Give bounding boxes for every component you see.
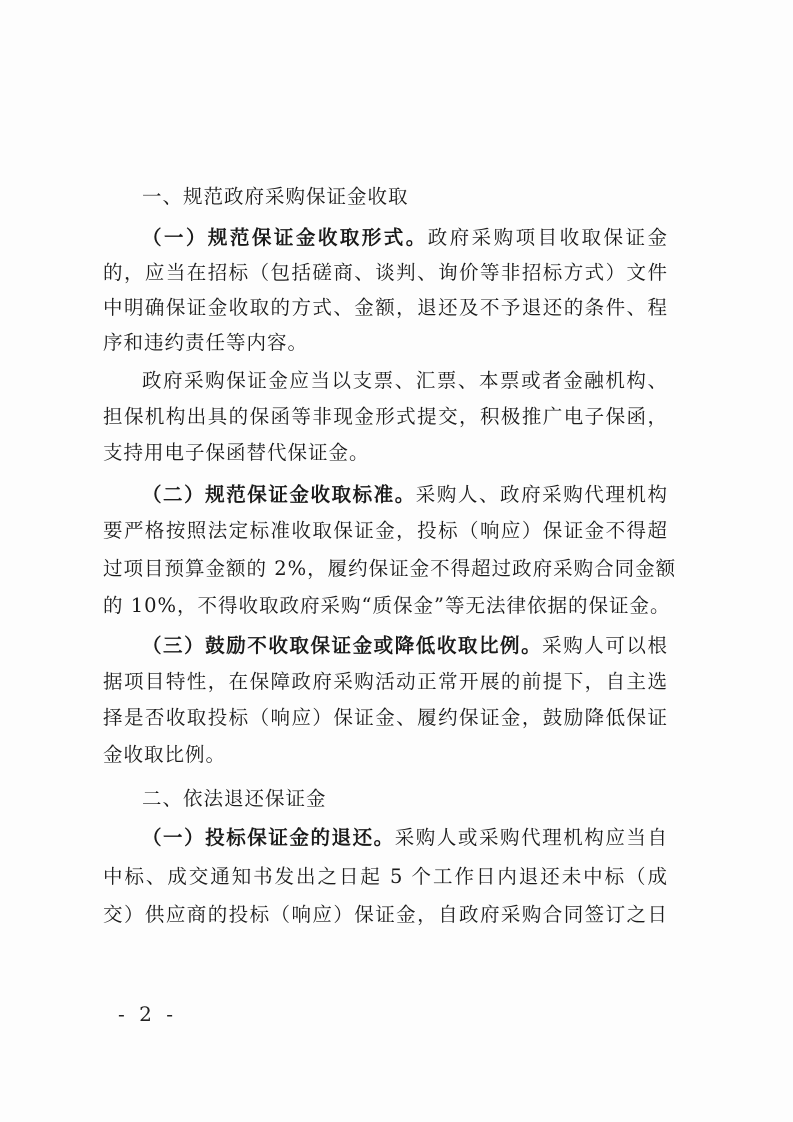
paragraph-4-line-1 [142,626,668,666]
paragraph-1-line-3: 中明确保证金收取的方式、金额，退还及不予退还的条件、程 [103,296,668,319]
section-heading-2: 二、依法退还保证金 [142,787,327,810]
page-number: - 2 - [118,1002,177,1026]
paragraph-4-line-2: 据项目特性，在保障政府采购活动正常开展的前提下，自主选 [103,670,668,693]
paragraph-5-lead: （一）投标保证金的退还。 [142,826,395,849]
paragraph-4-line-1-text: 采购人可以根 [542,634,668,657]
section-heading-1: 一、规范政府采购保证金收取 [142,185,409,208]
paragraph-3-lead: （二）规范保证金收取标准。 [142,483,416,506]
paragraph-4-line-3: 择是否收取投标（响应）保证金、履约保证金，鼓励降低保证 [103,706,668,729]
paragraph-5-line-2: 中标、成交通知书发出之日起 5 个工作日内退还未中标（成 [103,865,668,888]
paragraph-3-line-4: 的 10%，不得收取政府采购“质保金”等无法律依据的保证金。 [103,594,671,617]
paragraph-5-line-1 [142,818,668,858]
paragraph-2-line-3: 支持用电子保函替代保证金。 [103,441,370,464]
paragraph-1-lead: （一）规范保证金收取形式。 [142,226,428,249]
paragraph-5-line-3: 交）供应商的投标（响应）保证金，自政府采购合同签订之日 [103,903,668,926]
paragraph-5-line-1-text: 采购人或采购代理机构应当自 [394,826,668,849]
paragraph-4-line-4: 金收取比例。 [103,743,227,766]
paragraph-3-line-1-text: 采购人、政府采购代理机构 [415,483,668,506]
paragraph-3-line-3: 过项目预算金额的 2%，履约保证金不得超过政府采购合同金额 [103,557,677,580]
paragraph-4-lead: （三）鼓励不收取保证金或降低收取比例。 [142,634,543,657]
paragraph-1-line-4: 序和违约责任等内容。 [103,331,309,354]
paragraph-1-line-1 [142,218,668,258]
paragraph-2-line-2: 担保机构出具的保函等非现金形式提交，积极推广电子保函， [103,405,668,428]
paragraph-1-line-1-text: 政府采购项目收取保证金 [427,226,668,249]
paragraph-2-line-1: 政府采购保证金应当以支票、汇票、本票或者金融机构、 [142,369,668,392]
paragraph-1-line-2: 的，应当在招标（包括磋商、谈判、询价等非招标方式）文件 [103,261,668,284]
paragraph-3-line-2: 要严格按照法定标准收取保证金，投标（响应）保证金不得超 [103,519,668,542]
paragraph-3-line-1 [142,475,668,515]
